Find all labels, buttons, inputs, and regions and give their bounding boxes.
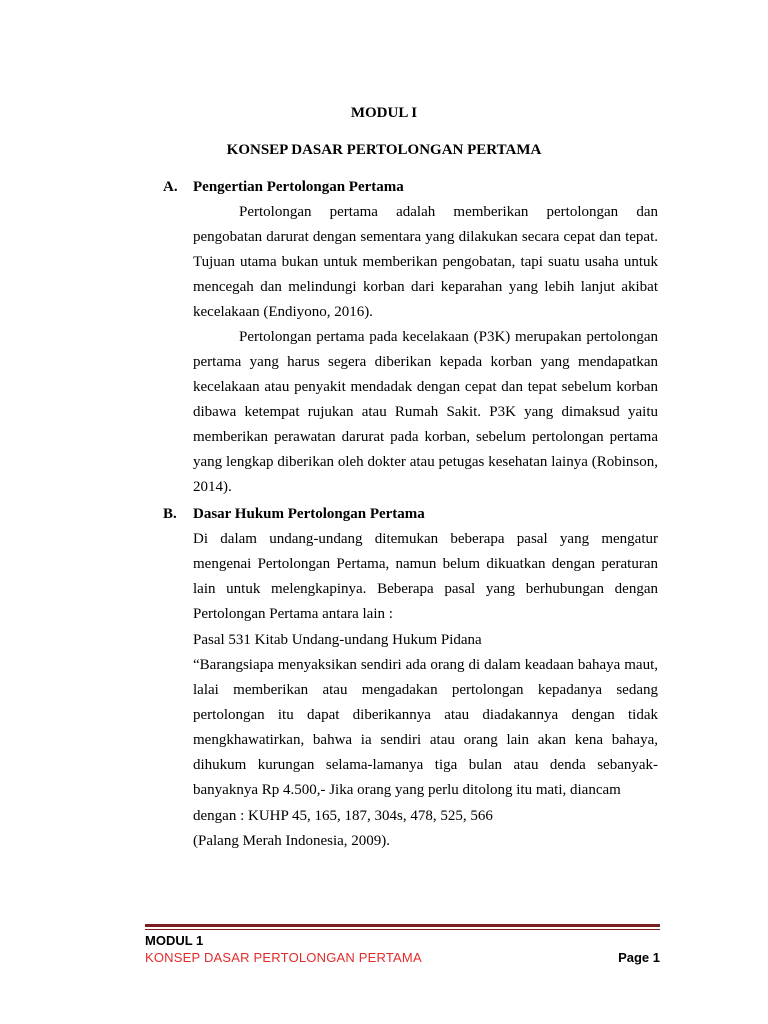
footer-rule-thick [145,924,660,927]
pasal-quote: “Barangsiapa menyaksikan sendiri ada orang di dalam keadaan bahaya maut, lalai memberikan atau mengadakan pertolongan kepadanya sedang pertolongan itu dapat diberikannya atau diadakannya dengan tidak mengkhawatirkan, bahwa ia sendiri atau orang lain akan kena bahaya, dihukum kurungan selama-lamanya tiga bulan atau denda sebanyak-banyaknya Rp 4.500,- Jika orang yang perlu ditolong itu mati, diancam [193,657,658,798]
section-a-paragraph-1: Pertolongan pertama adalah memberikan pertolongan dan pengobatan darurat dengan sementara yang dilakukan secara cepat dan tepat. Tujuan utama bukan untuk memberikan pengobatan, tapi suatu usaha untuk mencegah dan melindungi korban dari keparahan yang lebih lanjut akibat kecelakaan (Endiyono, 2016). [193,204,658,320]
section-b-paragraph-1: Di dalam undang-undang ditemukan beberapa pasal yang mengatur mengenai Pertolongan Pertama, namun belum dikuatkan dengan peraturan lain untuk melengkapinya. Beberapa pasal yang berhubungan dengan Pertolongan Pertama antara lain : [193,531,658,622]
footer-module: MODUL 1 [145,933,204,948]
section-b-title: Dasar Hukum Pertolongan Pertama [193,506,425,522]
section-b-heading [163,505,425,523]
section-b-letter: B. [163,506,177,522]
section-a-letter: A. [163,179,178,195]
main-title: KONSEP DASAR PERTOLONGAN PERTAMA [226,142,542,158]
kuhp-line: dengan : KUHP 45, 165, 187, 304s, 478, 525, 566 [193,808,493,824]
section-a-heading [163,178,404,196]
section-a-paragraph-2: Pertolongan pertama pada kecelakaan (P3K) merupakan pertolongan pertama yang harus segera diberikan kepada korban yang mendapatkan kecelakaan atau penyakit mendadak dengan cepat dan tepat sebelum korban dibawa ketempat rujukan atau Rumah Sakit. P3K yang dimaksud yaitu memberikan perawatan darurat pada korban, sebelum pertolongan pertama yang lengkap diberikan oleh dokter atau petugas kesehatan lainya (Robinson, 2014). [193,329,658,495]
footer-page-number: Page 1 [618,950,660,965]
footer-title: KONSEP DASAR PERTOLONGAN PERTAMA [145,950,422,965]
module-title: MODUL I [350,105,418,121]
citation-line: (Palang Merah Indonesia, 2009). [193,833,391,849]
pasal-line: Pasal 531 Kitab Undang-undang Hukum Pidana [193,632,482,648]
footer-rule-thin [145,929,660,930]
section-a-title: Pengertian Pertolongan Pertama [193,179,404,195]
